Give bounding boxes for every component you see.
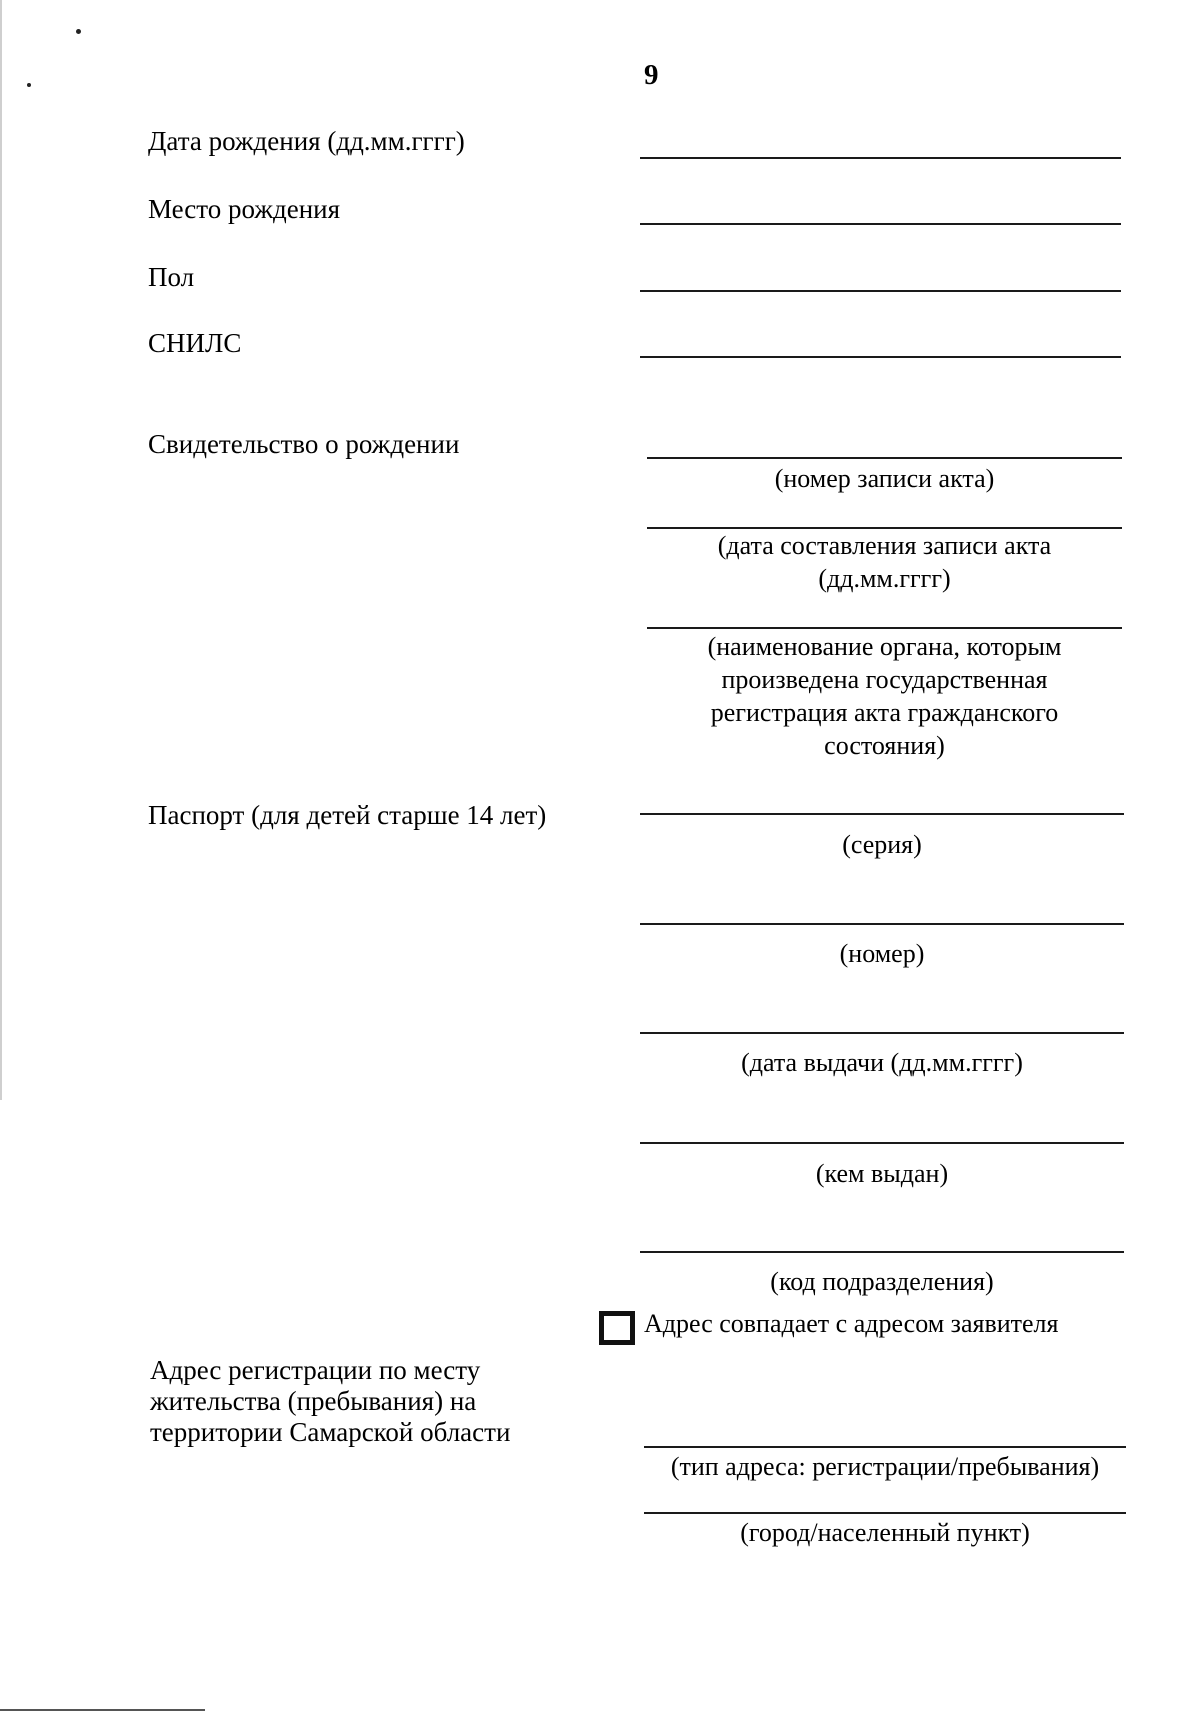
input-line-division-code[interactable] <box>640 1251 1124 1253</box>
page-number: 9 <box>644 59 659 91</box>
input-line-issue-date[interactable] <box>640 1032 1124 1034</box>
field-label-birth-place: Место рождения <box>148 194 341 224</box>
scan-bottom-line <box>0 1709 205 1711</box>
input-line-city[interactable] <box>644 1512 1126 1514</box>
input-line-passport-series[interactable] <box>640 813 1124 815</box>
caption-record-date: (дата составления записи акта (дд.мм.гггг) <box>717 531 1052 593</box>
field-label-address: Адрес регистрации по месту жительства (пребывания) на территории Самарской области <box>150 1355 511 1447</box>
field-label-passport: Паспорт (для детей старше 14 лет) <box>148 800 547 830</box>
same-address-label: Адрес совпадает с адресом заявителя <box>644 1309 1059 1338</box>
caption-city: (город/населенный пункт) <box>740 1518 1030 1547</box>
input-line-birth-place[interactable] <box>640 223 1121 225</box>
caption-division-code: (код подразделения) <box>770 1267 994 1296</box>
caption-address-type: (тип адреса: регистрации/пребывания) <box>670 1452 1100 1481</box>
field-label-sex: Пол <box>148 262 195 292</box>
field-label-birth-certificate: Свидетельство о рождении <box>148 429 460 459</box>
input-line-address-type[interactable] <box>644 1446 1126 1448</box>
input-line-passport-number[interactable] <box>640 923 1124 925</box>
input-line-authority[interactable] <box>647 627 1122 629</box>
caption-passport-number: (номер) <box>839 939 925 968</box>
caption-authority: (наименование органа, которым произведена государственная регистрация акта гражданского состояния) <box>707 632 1062 760</box>
scan-speck <box>27 83 31 87</box>
scan-speck <box>76 29 81 34</box>
same-address-checkbox[interactable] <box>599 1311 635 1345</box>
scan-edge <box>0 0 2 1100</box>
caption-passport-series: (серия) <box>842 830 922 859</box>
input-line-issued-by[interactable] <box>640 1142 1124 1144</box>
input-line-sex[interactable] <box>640 290 1121 292</box>
field-label-birth-date: Дата рождения (дд.мм.гггг) <box>148 126 465 156</box>
caption-record-number: (номер записи акта) <box>774 464 995 493</box>
caption-issued-by: (кем выдан) <box>815 1159 949 1188</box>
input-line-record-number[interactable] <box>647 457 1122 459</box>
field-label-snils: СНИЛС <box>148 328 242 358</box>
input-line-snils[interactable] <box>640 356 1121 358</box>
caption-issue-date: (дата выдачи (дд.мм.гггг) <box>741 1048 1023 1077</box>
input-line-birth-date[interactable] <box>640 157 1121 159</box>
